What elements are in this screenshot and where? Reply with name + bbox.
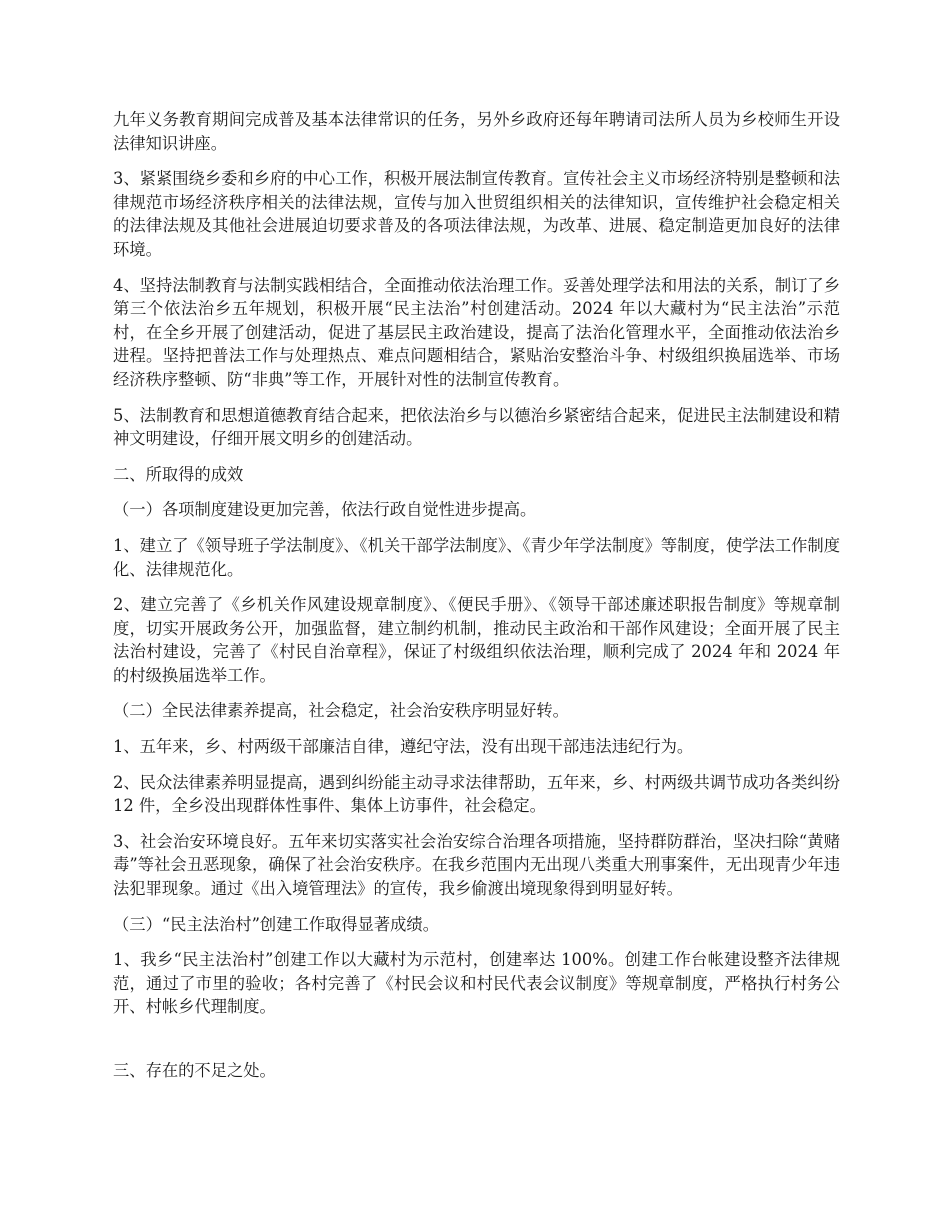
paragraph-system-1: 1、建立了《领导班子学法制度》、《机关干部学法制度》、《青少年学法制度》等制度，使学法工作制度化、法律规范化。 [113,535,840,579]
document-body [113,108,840,1095]
subsection-heading-3: （三）“民主法治村”创建工作取得显著成绩。 [113,914,439,934]
subsection-heading-1: （一）各项制度建设更加完善，依法行政自觉性进步提高。 [113,500,537,520]
paragraph-item-4: 4、坚持法制教育与法制实践相结合，全面推动依法治理工作。妥善处理学法和用法的关系，制订了乡第三个依法治乡五年规划，积极开展“民主法治”村创建活动。2024 年以大藏村为“民主法治”示范村，在全乡开展了创建活动，促进了基层民主政治建设，提高了法治化管理水平，全面推动依法治乡进程。坚持把普法工作与处理热点、难点问题相结合，紧贴治安整治斗争、村级组织换届选举、市场经济秩序整顿、防“非典”等工作，开展针对性的法制宣传教育。 [113,275,840,389]
paragraph-stability-2: 2、民众法律素养明显提高，遇到纠纷能主动寻求法律帮助，五年来，乡、村两级共调节成功各类纠纷 12 件，全乡没出现群体性事件、集体上访事件，社会稳定。 [113,772,840,816]
paragraph-stability-3: 3、社会治安环境良好。五年来切实落实社会治安综合治理各项措施，坚持群防群治，坚决扫除“黄赌毒”等社会丑恶现象，确保了社会治安秩序。在我乡范围内无出现八类重大刑事案件，无出现青少年违法犯罪现象。通过《出入境管理法》的宣传，我乡偷渡出境现象得到明显好转。 [113,831,840,899]
subsection-heading-2: （二）全民法律素养提高，社会稳定，社会治安秩序明显好转。 [113,701,569,721]
section-heading-shortcomings: 三、存在的不足之处。 [113,1061,276,1080]
paragraph-system-2: 2、建立完善了《乡机关作风建设规章制度》、《便民手册》、《领导干部述廉述职报告制度》等规章制度，切实开展政务公开，加强监督，建立制约机制，推动民主政治和干部作风建设；全面开展了民主法治村建设，完善了《村民自治章程》，保证了村级组织依法治理，顺利完成了 2024 年和 2024 年的村级换届选举工作。 [113,595,840,685]
paragraph-item-3: 3、紧紧围绕乡委和乡府的中心工作，积极开展法制宣传教育。宣传社会主义市场经济特别是整顿和法律规范市场经济秩序相关的法律法规，宣传与加入世贸组织相关的法律知识，宣传维护社会稳定相关的法律法规及其他社会进展迫切要求普及的各项法律法规，为改革、进展、稳定制造更加良好的法律环境。 [113,169,840,259]
paragraph-item-5: 5、法制教育和思想道德教育结合起来，把依法治乡与以德治乡紧密结合起来，促进民主法制建设和精神文明建设，仔细开展文明乡的创建活动。 [113,405,840,449]
paragraph-continuation: 九年义务教育期间完成普及基本法律常识的任务，另外乡政府还每年聘请司法所人员为乡校师生开设法律知识讲座。 [113,110,840,153]
paragraph-stability-1: 1、五年来，乡、村两级干部廉洁自律，遵纪守法，没有出现干部违法违纪行为。 [113,737,694,757]
paragraph-village-1: 1、我乡“民主法治村”创建工作以大藏村为示范村，创建率达 100%。创建工作台帐建设整齐法律规范，通过了市里的验收；各村完善了《村民会议和村民代表会议制度》等规章制度，严格执行村务公开、村帐乡代理制度。 [113,950,840,1017]
section-heading-achievements: 二、所取得的成效 [113,464,244,484]
